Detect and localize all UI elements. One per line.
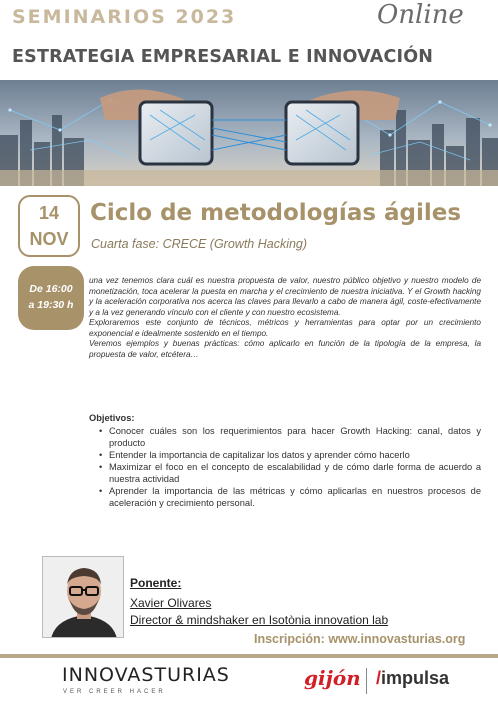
speaker-name: Xavier Olivares [130, 596, 212, 610]
description-paragraph: una vez tenemos clara cuál es nuestra propuesta de valor, nuestro público objetivo y nuestro modelo de monetización, toca acelerar la puesta en marcha y el crecimiento de nuestra iniciativa. Y el Growth hacking y la aceleración corporativa nos acerca las claves para llevarlo a cabo de manera ágil, coste-efectivamente y a la vez generando vínculo con el cliente y con nuestro ecosistema. [89, 276, 481, 317]
objectives-section [89, 412, 481, 509]
impulsa-logo [376, 668, 449, 689]
description-paragraph: Exploraremos este conjunto de técnicos, métricos y herramientas para optar por un crecimiento exponencial e idealmente sostenido en el tiempo. [89, 318, 481, 338]
event-title: Ciclo de metodologías ágiles [90, 200, 462, 226]
date-badge [18, 195, 80, 257]
page-title: ESTRATEGIA EMPRESARIAL E INNOVACIÓN [12, 47, 434, 67]
online-label: Online [377, 0, 464, 30]
event-description [89, 276, 481, 360]
list-item: • Conocer cuáles son los requerimientos para hacer Growth Hacking: canal, datos y producto [99, 425, 481, 449]
time-end: a 19:30 h [28, 299, 74, 311]
speaker-photo [42, 556, 124, 638]
footer-divider [0, 654, 498, 658]
objectives-title: Objetivos: [89, 413, 135, 423]
list-item: • Maximizar el foco en el concepto de escalabilidad y de cómo darle forma de acuerdo a nuestra actividad [99, 461, 481, 485]
time-start: De 16:00 [29, 283, 73, 295]
date-month: NOV [29, 229, 69, 249]
banner-illustration [0, 80, 498, 186]
header [0, 0, 498, 80]
impulsa-slash-icon: / [376, 668, 382, 688]
speaker-portrait [43, 557, 124, 638]
objectives-list [89, 425, 481, 509]
innovasturias-logo: INNOVASTURIAS [62, 664, 230, 686]
registration-link[interactable]: Inscripción: www.innovasturias.org [254, 632, 466, 646]
series-label: SEMINARIOS 2023 [12, 6, 237, 28]
innovasturias-tagline: VER CREER HACER [63, 689, 166, 695]
impulsa-text: impulsa [381, 668, 450, 688]
speaker-role: Director & mindshaker en Isotònia innovation lab [130, 613, 389, 627]
time-badge [18, 266, 84, 330]
event-subtitle: Cuarta fase: CRECE (Growth Hacking) [91, 237, 308, 251]
list-item: • Aprender la importancia de las métricas y cómo aplicarlas en nuestros procesos de aceleración y crecimiento personal. [99, 485, 481, 509]
date-day: 14 [38, 203, 60, 223]
description-paragraph: Veremos ejemplos y buenas prácticas: cómo aplicarlo en función de la tipología de la empresa, la propuesta de valor, etcétera… [89, 339, 481, 359]
gijon-logo: gijón [304, 666, 361, 690]
speaker-label: Ponente: [130, 576, 182, 590]
logo-divider [366, 668, 367, 694]
banner-image [0, 80, 498, 186]
list-item: • Entender la importancia de capitalizar los datos y aprender cómo hacerlo [99, 449, 481, 461]
